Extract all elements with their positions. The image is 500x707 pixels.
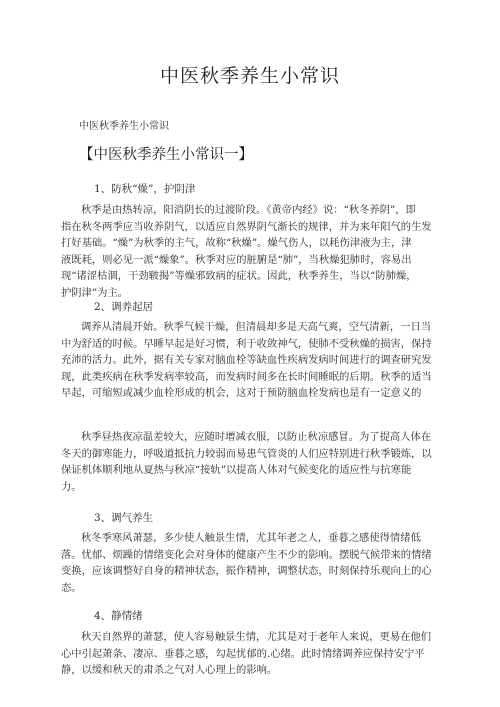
- paragraph-line: 秋季是由热转凉，阳消阴长的过渡阶段。《黄帝内经》说：“秋冬养阴”，即: [81, 204, 416, 216]
- paragraph-line: 现，此类疾病在秋季发病率较高，而发病时间多在长时间睡眠的后期。秋季的适当: [61, 370, 432, 383]
- paragraph-line: 心中引起萧条、凄凉、垂暮之感，勾起忧郁的.心绪。此时情绪调养应保持安宁平: [61, 647, 425, 660]
- paragraph-line: 早起，可缩短或减少血栓形成的机会，这对于预防脑血栓发病也是有一定意义的: [61, 387, 422, 400]
- paragraph-line: 力。: [61, 480, 82, 493]
- section-header: 【中医秋季养生小常识一】: [79, 147, 253, 163]
- paragraph-line: 保证机体顺利地从夏热与秋凉“接轨”以提高人体对气候变化的适应性与抗寒能: [61, 464, 412, 477]
- paragraph-line: 现“诸涩枯涸，干劲皲揭”等燥邪致病的症状。因此，秋季养生，当以“防肺燥，: [61, 270, 417, 283]
- paragraph-line: 态。: [61, 581, 82, 594]
- section-heading-1: 1、防秋“燥”，护阴津: [94, 183, 196, 195]
- paragraph-line: 调养从清晨开始。秋季气候干燥，但清晨却多是天高气爽，空气清新，一日当: [81, 321, 432, 333]
- paragraph-line: 打好基础。“燥”为秋季的主气，故称“秋燥”。燥气伤人，以耗伤津液为主，津: [61, 237, 412, 250]
- paragraph-line: 冬天的御寒能力，呼吸道抵抗力较弱而易患气管炎的人们应特别进行秋季锻炼，以: [61, 447, 432, 460]
- document-subtitle: 中医秋季养生小常识: [79, 121, 169, 132]
- paragraph-line: 静，以缓和秋天的肃杀之气对人心理上的影响。: [61, 664, 278, 677]
- paragraph-line: 充沛的活力。此外，据有关专家对脑血栓等缺血性疾病发病时间进行的调查研究发: [61, 354, 432, 367]
- page-title: 中医秋季养生小常识: [159, 65, 340, 87]
- section-heading-4: 4、静情绪: [94, 610, 143, 622]
- paragraph-line: 落。忧郁、烦躁的情绪变化会对身体的健康产生不少的影响。摆脱气候带来的情绪: [61, 548, 432, 561]
- paragraph-line: 护阴津”为主。: [61, 286, 129, 299]
- paragraph-line: 秋季昼热夜凉温差较大，应随时增减衣服，以防止秋凉感冒。为了提高人体在: [81, 431, 432, 443]
- section-heading-2: 2、调养起居: [94, 301, 154, 313]
- paragraph-1: [61, 202, 438, 302]
- paragraph-line: 秋冬季寒风萧瑟，多少使人触景生情，尤其年老之人，垂暮之感使得情绪低: [81, 532, 421, 544]
- paragraph-line: 秋天自然界的萧瑟，使人容易触景生情，尤其是对于老年人来说，更易在他们: [81, 631, 432, 643]
- paragraph-line: 指在秋冬两季应当收养阴气，以适应自然界阴气渐长的规律，并为来年阳气的生发: [61, 220, 432, 233]
- paragraph-3: [61, 429, 438, 495]
- paragraph-line: 液既耗，则必见一派“燥象”。秋季对应的脏腑是“肺”，当秋燥犯肺时，容易出: [61, 253, 412, 266]
- paragraph-4: [61, 530, 438, 596]
- paragraph-5: [61, 629, 438, 679]
- section-heading-3: 3、调气养生: [94, 512, 154, 524]
- paragraph-2: [61, 319, 438, 402]
- paragraph-line: 变换，应该调整好自身的精神状态，振作精神，调整状态，时刻保持乐观向上的心: [61, 565, 432, 578]
- paragraph-line: 中为舒适的时候。早睡早起是好习惯，利于收敛神气，使肺不受秋燥的损害，保持: [61, 337, 432, 350]
